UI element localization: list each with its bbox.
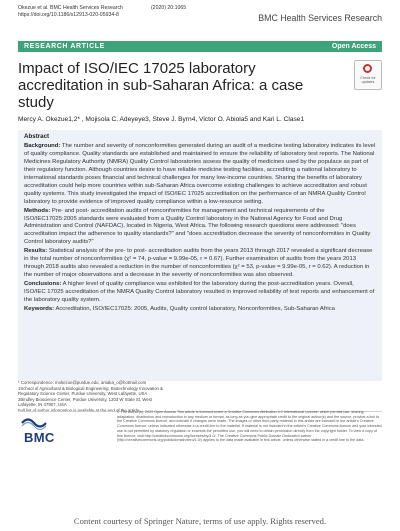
bmc-logo-text: BMC [24, 430, 55, 445]
author-names: Mercy A. Okezue1,2* , Mojisola C. Adeyeye3, Steve J. Byrn4, Victor O. Abiola5 and Kari L. Clase1 [18, 116, 305, 123]
abstract-keywords: Keywords: Accreditation, ISO/IEC17025: 2005, Audits, Quality control laboratory, Nonconformities, Sub-Saharan Africa [24, 306, 335, 313]
article-type-band [18, 41, 382, 52]
footnote-affiliation: Lafayette, IN 47907, USA [18, 402, 67, 408]
abstract-background: Background: The number and severity of nonconformities generated during an audit of a medicine testing laboratory indicates its level of quality compliance. Quality standards are established and maintained to ensure the reliability of laboratory test reports. The National Medicines Regulatory Authority (NMRA) Quality Control laboratories assess the quality of medicines used by the populace as part of their regulatory function. Although countries desire to have reliable medicine testing facilities, accrediting a national laboratory to international standards poses financial and technical challenges for many low-income countries. Sharing the benefits of laboratory accreditation could help more countries within sub-Saharan Africa overcome existing challenges to achieve accreditation and robust quality systems. This study investigated the impact of ISO/IEC 17025 accreditation on the performance of an NMRA Quality Control laboratory to provide evidence of improved quality compliance within a low-resource setting. [24, 142, 376, 205]
footnote-affiliation: 2Bindley Bioscience Center, Purdue University, 1203 W State St, West [18, 396, 153, 402]
abstract-results: Results: Statistical analysis of the pre- to post- accreditation audits from the years 2013 through 2017 revealed a significant decrease in the total number of nonconformities (χ² = 74, p-value = 9.99e-05, r = 0.67). Further examination of audits from the years 2013 through 2018 audits also revealed a reduction in the number of nonconformities (χ² = 53, p-value = 9.99e-05, r = 0.62). A reduction in the number of major observations and a decrease in the severity of nonconformities was also observed. [24, 248, 373, 279]
open-access-label: Open Access [331, 42, 376, 50]
footnote-affiliation: 1School of Agricultural & Biological Engineering, Biotechnology Innovation & [18, 385, 163, 391]
header-year-article: (2020) 20:1065 [150, 5, 187, 11]
author-list [18, 116, 382, 123]
page-footer: Content courtesy of Springer Nature, terms of use apply. Rights reserved. [73, 516, 327, 526]
check-for-updates-text: Check for updates [360, 76, 376, 85]
journal-name: BMC Health Services Research [258, 13, 382, 23]
abstract-heading: Abstract [24, 133, 50, 140]
footnote-correspondence[interactable]: * Correspondence: mokezue@purdue.edu; amaka_o@hotmail.com [18, 380, 147, 385]
check-for-updates-badge[interactable] [354, 60, 382, 90]
article-title: Impact of ISO/IEC 17025 laboratory accreditation in sub-Saharan Africa: a case study [18, 60, 304, 111]
footnote-affiliation: Regulatory Science Center, Purdue University, West Lafayette, USA [18, 391, 148, 397]
abstract-box [18, 130, 382, 381]
abstract-methods: Methods: Pre- and post- accreditation audits of nonconformities for management and technical requirements of the ISO/IEC17025:2005 standards were evaluated from a Quality Control laboratory in the National Agency for Food and Drug Administration and Control (NAFDAC), located in Nigeria, West Africa. The following research questions were addressed: "does accreditation impact the adherence to quality standards?" and "does accreditation decrease the severity of nonconformities in Quality Control laboratory audits?" [24, 207, 371, 246]
header-doi[interactable]: https://doi.org/10.1186/s12913-020-05934-8 [18, 12, 119, 18]
license-text: © The Author(s). 2020 Open Access This article is licensed under a Creative Commons Attribution 4.0 International License, which permits use, sharing, adaptation, distribution and reproduction in any medium or format, as long as you give appropriate credit to the original author(s) and the source, provide a link to the Creative Commons licence, and indicate if changes were made. The images or other third party material in this article are included in the article's Creative Commons licence, unless indicated otherwise in a credit line to the material. If material is not included in the article's Creative Commons licence and your intended use is not permitted by statutory regulation or exceeds the permitted use, you will need to obtain permission directly from the copyright holder. To view a copy of this licence, visit http://creativecommons.org/licenses/by/4.0/. The Creative Commons Public Domain Dedication waiver (http://creativecommons.org/publicdomain/zero/1.0/) applies to the data made available in this article, unless otherwise stated in a credit line to the data. [117, 410, 382, 443]
check-for-updates-icon [363, 64, 372, 73]
abstract-conclusions: Conclusions: A higher level of quality compliance was exhibited for the laboratory during the post-accreditation years. Overall, ISO/IEC 17025 accreditation of the NMRA Quality Control laboratory resulted in improved reliability of test reports and enhancement of the laboratory quality system. [24, 281, 375, 304]
header-citation: Okezue et al. BMC Health Services Research [18, 5, 123, 11]
footnotes [18, 380, 218, 414]
article-type-label: RESEARCH ARTICLE [24, 42, 105, 50]
running-header [18, 5, 186, 19]
